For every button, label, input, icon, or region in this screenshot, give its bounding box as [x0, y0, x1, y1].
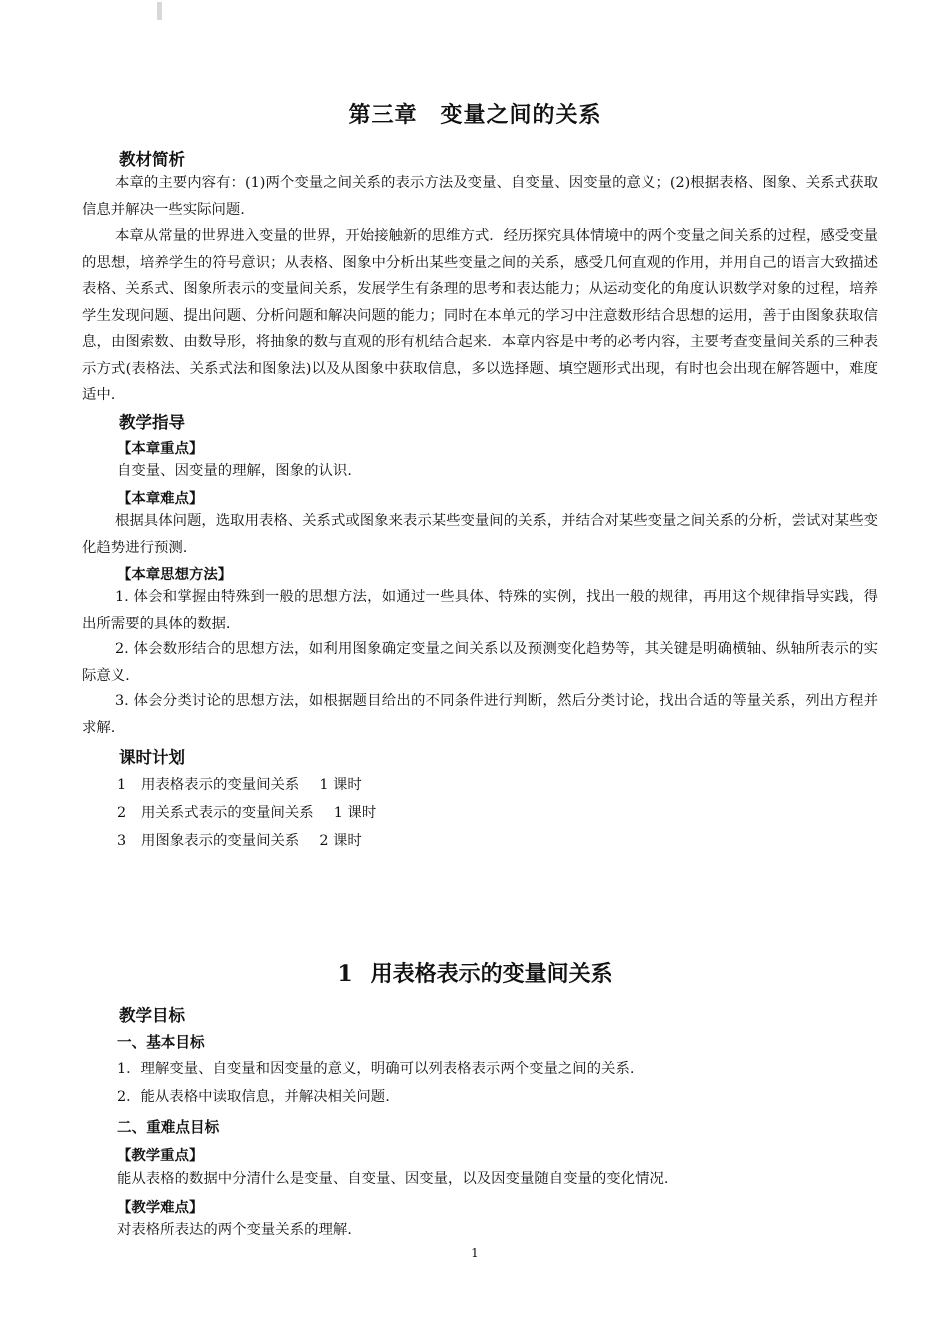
lesson-row	[117, 773, 362, 794]
section-number: 1	[337, 961, 353, 987]
section-title	[0, 957, 950, 988]
method-3: 3. 体会分类讨论的思想方法，如根据题目给出的不同条件进行判断，然后分类讨论，找出合适的等量关系，列出方程并求解.	[82, 693, 878, 736]
lesson-number: 3	[117, 833, 127, 849]
teaching-key-label: 【教学重点】	[117, 1148, 204, 1164]
lesson-hours: 2 课时	[319, 833, 362, 849]
lesson-name: 用图象表示的变量间关系	[141, 833, 300, 849]
scan-mark	[157, 2, 162, 20]
textbook-analysis-heading: 教材简析	[119, 150, 185, 169]
basic-goal-1: 1．理解变量、自变量和因变量的意义，明确可以列表格表示两个变量之间的关系.	[117, 1061, 635, 1077]
teaching-guide-heading: 教学指导	[119, 413, 185, 432]
method-2: 2. 体会数形结合的思想方法，如利用图象确定变量之间关系以及预测变化趋势等，其关键是明确横轴、纵轴所表示的实际意义.	[82, 641, 878, 684]
teaching-key-text: 能从表格的数据中分清什么是变量、自变量、因变量，以及因变量随自变量的变化情况.	[117, 1171, 669, 1187]
page-number: 1	[471, 1246, 479, 1260]
chapter-title: 第三章 变量之间的关系	[348, 103, 602, 128]
chapter-methods-label: 【本章思想方法】	[117, 567, 233, 583]
schedule-heading: 课时计划	[119, 748, 185, 767]
analysis-paragraph-2: 本章从常量的世界进入变量的世界，开始接触新的思维方式．经历探究具体情境中的两个变量之间关系的过程，感受变量的思想，培养学生的符号意识；从表格、图象中分析出某些变量之间的关系，感受几何直观的作用，并用自己的语言大致描述表格、关系式、图象所表示的变量间关系，发展学生有条理的思考和表达能力；从运动变化的角度认识数学对象的过程，培养学生发现问题、提出问题、分析问题和解决问题的能力；同时在本单元的学习中注意数形结合思想的运用，善于由图象获取信息，由图索数、由数导形，将抽象的数与直观的形有机结合起来．本章内容是中考的必考内容，主要考查变量间关系的三种表示方式(表格法、关系式法和图象法)以及从图象中获取信息，多以选择题、填空题形式出现，有时也会出现在解答题中，难度适中.	[82, 228, 878, 403]
chapter-key-point-label: 【本章重点】	[117, 441, 204, 457]
lesson-name: 用关系式表示的变量间关系	[141, 805, 314, 821]
teaching-goals-heading: 教学目标	[119, 1006, 185, 1025]
section-title-text: 用表格表示的变量间关系	[370, 962, 613, 987]
analysis-paragraph-1: 本章的主要内容有：(1)两个变量之间关系的表示方法及变量、自变量、因变量的意义；(2)根据表格、图象、关系式获取信息并解决一些实际问题.	[82, 175, 878, 218]
lesson-number: 2	[117, 805, 127, 821]
lesson-hours: 1 课时	[319, 777, 362, 793]
key-goals-heading: 二、重难点目标	[117, 1119, 220, 1136]
method-1: 1. 体会和掌握由特殊到一般的思想方法，如通过一些具体、特殊的实例，找出一般的规律，再用这个规律指导实践，得出所需要的具体的数据.	[82, 589, 878, 632]
teaching-difficulty-label: 【教学难点】	[117, 1200, 204, 1216]
lesson-number: 1	[117, 777, 127, 793]
chapter-difficulty-text: 根据具体问题，选取用表格、关系式或图象来表示某些变量间的关系，并结合对某些变量之间关系的分析，尝试对某些变化趋势进行预测.	[82, 513, 878, 556]
teaching-difficulty-text: 对表格所表达的两个变量关系的理解.	[117, 1222, 352, 1238]
basic-goals-heading: 一、基本目标	[117, 1034, 205, 1051]
lesson-hours: 1 课时	[333, 805, 377, 821]
chapter-difficulty-label: 【本章难点】	[117, 491, 204, 507]
chapter-key-point-text: 自变量、因变量的理解，图象的认识.	[117, 463, 352, 479]
lesson-name: 用表格表示的变量间关系	[141, 777, 300, 793]
lesson-row	[117, 829, 362, 850]
lesson-row	[117, 801, 376, 822]
basic-goal-2: 2．能从表格中读取信息，并解决相关问题.	[117, 1089, 390, 1105]
